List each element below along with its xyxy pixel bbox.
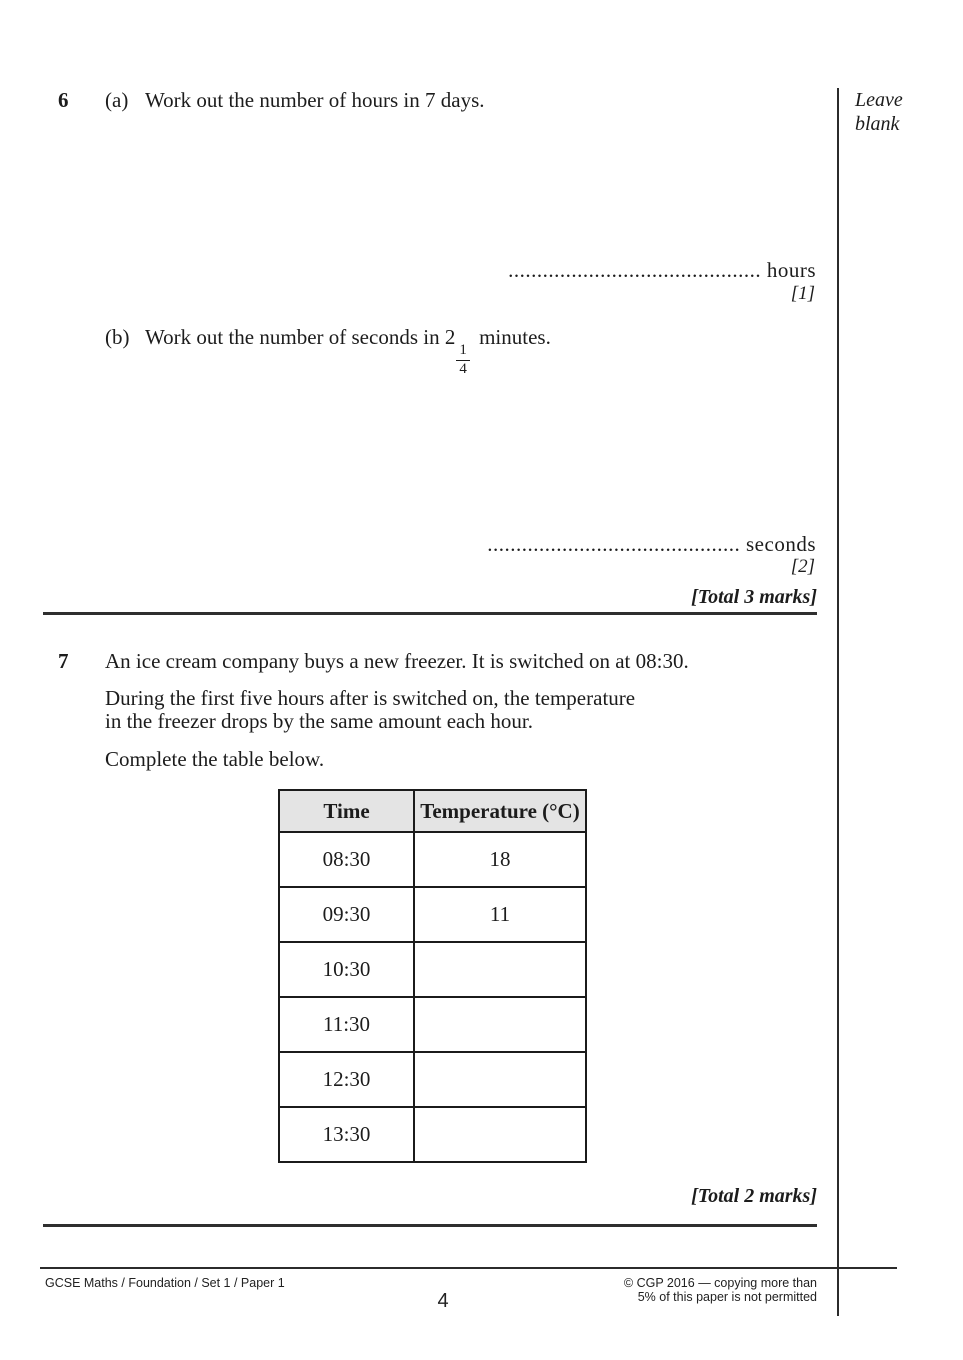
table-row [279, 887, 586, 942]
fraction-one-quarter [456, 343, 470, 378]
footer-paper-reference: GCSE Maths / Foundation / Set 1 / Paper 1 [45, 1276, 285, 1290]
fraction-denominator: 4 [459, 360, 467, 377]
question6b-marks: [2] [790, 556, 815, 577]
leave-blank-note [855, 88, 903, 136]
fraction-numerator: 1 [456, 343, 470, 361]
time-cell-0930: 09:30 [279, 887, 414, 942]
footer-divider-line [40, 1267, 897, 1269]
table-header-time: Time [279, 790, 414, 832]
time-cell-1230: 12:30 [279, 1052, 414, 1107]
page-number: 4 [437, 1290, 449, 1312]
question6-number: 6 [58, 88, 69, 112]
leave-blank-line1: Leave [855, 89, 903, 111]
question7-body [105, 687, 635, 733]
time-cell-0830: 08:30 [279, 832, 414, 887]
question7-intro: An ice cream company buys a new freezer. It is switched on at 08:30. [105, 649, 689, 673]
question7-end-divider [43, 1224, 817, 1227]
footer-copyright [624, 1276, 817, 1304]
question7-body-line2: in the freezer drops by the same amount each hour. [105, 709, 534, 733]
question6-end-divider [43, 612, 817, 615]
question7-number: 7 [58, 649, 69, 673]
temperature-cell-1030-blank[interactable] [414, 942, 586, 997]
leave-blank-line2: blank [855, 113, 900, 135]
question7-body-line1: During the first five hours after is switched on, the temperature [105, 686, 636, 710]
temperature-table [278, 789, 587, 1163]
time-cell-1330: 13:30 [279, 1107, 414, 1162]
temperature-cell-1130-blank[interactable] [414, 997, 586, 1052]
table-header-row [279, 790, 586, 832]
question6-total-marks: [Total 3 marks] [691, 586, 817, 608]
table-row [279, 1052, 586, 1107]
time-cell-1130: 11:30 [279, 997, 414, 1052]
table-row [279, 832, 586, 887]
question6a-label: (a) [105, 88, 129, 112]
temperature-cell-0830: 18 [414, 832, 586, 887]
question6a-answer-dots[interactable]: ............................................ [508, 258, 762, 282]
question6a-answer-unit: hours [766, 258, 816, 282]
table-row [279, 1107, 586, 1162]
table-row [279, 997, 586, 1052]
question6b-text [145, 325, 551, 378]
question6a-answer-line[interactable] [508, 258, 816, 283]
footer-copyright-line2: 5% of this paper is not permitted [637, 1290, 817, 1304]
question6b-text-after: minutes. [479, 325, 551, 349]
question6b-answer-dots[interactable]: ............................................ [487, 532, 741, 556]
time-cell-1030: 10:30 [279, 942, 414, 997]
question6a-marks: [1] [790, 283, 815, 304]
temperature-cell-1330-blank[interactable] [414, 1107, 586, 1162]
question6a-text: Work out the number of hours in 7 days. [145, 88, 485, 112]
question7-total-marks: [Total 2 marks] [691, 1185, 817, 1207]
question7-instruction: Complete the table below. [105, 747, 325, 771]
table-header-temperature: Temperature (°C) [414, 790, 586, 832]
question6b-text-before: Work out the number of seconds in 2 [145, 325, 456, 349]
margin-divider-line [837, 88, 839, 1316]
question6b-label: (b) [105, 325, 130, 349]
question6b-answer-unit: seconds [746, 532, 816, 556]
question6b-answer-line[interactable] [487, 532, 816, 557]
footer-copyright-line1: © CGP 2016 — copying more than [623, 1276, 817, 1290]
table-row [279, 942, 586, 997]
temperature-cell-0930: 11 [414, 887, 586, 942]
temperature-cell-1230-blank[interactable] [414, 1052, 586, 1107]
